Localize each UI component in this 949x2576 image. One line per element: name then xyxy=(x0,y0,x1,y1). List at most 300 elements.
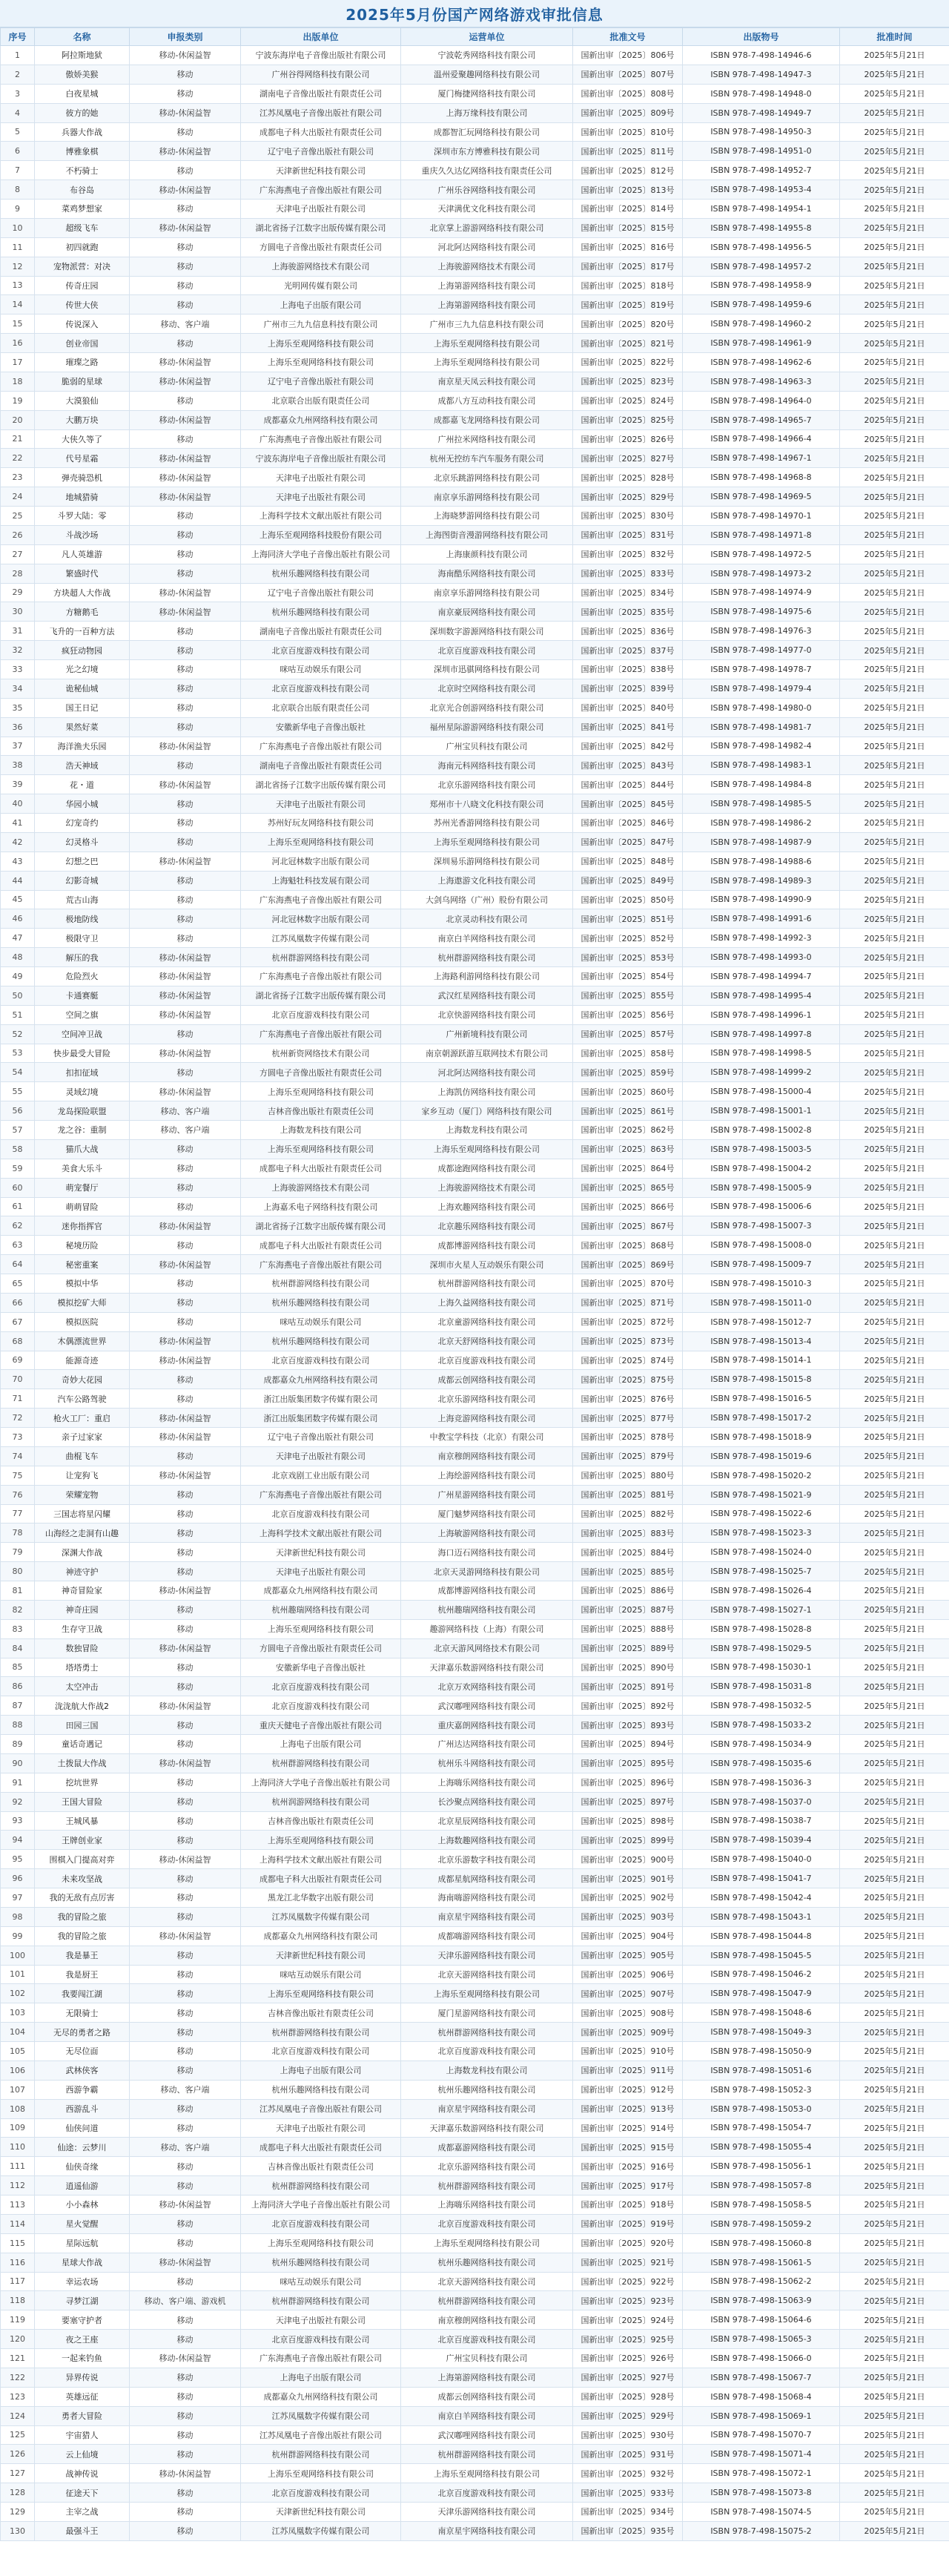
table-row xyxy=(1,1255,949,1274)
cell-index: 108 xyxy=(1,2099,35,2118)
table-row xyxy=(1,2464,949,2483)
cell-category: 移动 xyxy=(130,334,241,353)
cell-game-name: 不朽骑士 xyxy=(35,161,130,180)
cell-publisher: 杭州乐趣网络科技有限公司 xyxy=(241,2080,401,2099)
table-row xyxy=(1,2483,949,2503)
cell-publisher: 北京百度游戏科技有限公司 xyxy=(241,1696,401,1716)
cell-publisher: 杭州群游网络科技有限公司 xyxy=(241,948,401,967)
cell-approval-date: 2025年5月21日 xyxy=(840,2003,949,2023)
cell-game-name: 空间冲卫战 xyxy=(35,1024,130,1044)
table-row xyxy=(1,967,949,986)
table-row xyxy=(1,2176,949,2195)
cell-game-name: 龙之谷：重制 xyxy=(35,1121,130,1140)
cell-operator: 北京乐游数字科技有限公司 xyxy=(401,1850,573,1869)
cell-operator: 上海骏游网络技术有限公司 xyxy=(401,1178,573,1197)
cell-publisher: 天津电子出版社有限公司 xyxy=(241,2118,401,2138)
cell-isbn: ISBN 978-7-498-14995-4 xyxy=(683,986,840,1005)
cell-operator: 中教宝学科技（北京）有限公司 xyxy=(401,1428,573,1447)
cell-index: 38 xyxy=(1,756,35,775)
cell-isbn: ISBN 978-7-498-14969-5 xyxy=(683,487,840,507)
cell-index: 26 xyxy=(1,525,35,544)
cell-category: 移动-休闲益智 xyxy=(130,602,241,622)
cell-isbn: ISBN 978-7-498-14959-6 xyxy=(683,295,840,314)
cell-isbn: ISBN 978-7-498-14960-2 xyxy=(683,314,840,334)
cell-index: 27 xyxy=(1,544,35,564)
cell-isbn: ISBN 978-7-498-15009-7 xyxy=(683,1255,840,1274)
cell-game-name: 方块超人大作战 xyxy=(35,583,130,602)
cell-game-name: 传世大侠 xyxy=(35,295,130,314)
cell-isbn: ISBN 978-7-498-14962-6 xyxy=(683,353,840,372)
cell-operator: 厦门星游网络科技有限公司 xyxy=(401,2003,573,2023)
cell-publisher: 湖北省扬子江数字出版传媒有限公司 xyxy=(241,218,401,237)
table-row xyxy=(1,1428,949,1447)
cell-category: 移动-休闲益智 xyxy=(130,1428,241,1447)
cell-operator: 宁波乾秀网络科技有限公司 xyxy=(401,46,573,65)
cell-game-name: 秘境历险 xyxy=(35,1236,130,1255)
cell-isbn: ISBN 978-7-498-15024-0 xyxy=(683,1543,840,1562)
cell-operator: 深圳市东方博雅科技有限公司 xyxy=(401,142,573,161)
cell-approval-date: 2025年5月21日 xyxy=(840,84,949,103)
cell-index: 63 xyxy=(1,1236,35,1255)
cell-publisher: 成都嘉众九州网络科技有限公司 xyxy=(241,1926,401,1946)
cell-game-name: 土拨鼠大作战 xyxy=(35,1753,130,1773)
cell-publisher: 上海骏游网络技术有限公司 xyxy=(241,257,401,276)
cell-category: 移动-休闲益智 xyxy=(130,986,241,1005)
cell-approval-number: 国新出审〔2025〕877号 xyxy=(573,1409,683,1428)
cell-category: 移动 xyxy=(130,1735,241,1754)
cell-publisher: 北京联合出版有限责任公司 xyxy=(241,391,401,410)
cell-game-name: 模拟挖矿大师 xyxy=(35,1293,130,1312)
cell-approval-number: 国新出审〔2025〕928号 xyxy=(573,2387,683,2406)
cell-operator: 杭州群游网络科技有限公司 xyxy=(401,2291,573,2310)
table-row xyxy=(1,737,949,756)
cell-operator: 上海晓梦游网络科技有限公司 xyxy=(401,507,573,526)
cell-category: 移动 xyxy=(130,1792,241,1811)
cell-publisher: 杭州乐趣网络科技有限公司 xyxy=(241,1331,401,1351)
cell-category: 移动 xyxy=(130,564,241,583)
table-row xyxy=(1,871,949,890)
cell-game-name: 美食大乐斗 xyxy=(35,1159,130,1178)
cell-approval-date: 2025年5月21日 xyxy=(840,1428,949,1447)
table-row xyxy=(1,200,949,219)
table-row xyxy=(1,1389,949,1409)
cell-index: 51 xyxy=(1,1005,35,1024)
cell-approval-number: 国新出审〔2025〕844号 xyxy=(573,775,683,794)
cell-game-name: 王国大冒险 xyxy=(35,1792,130,1811)
table-header xyxy=(1,28,949,46)
cell-approval-date: 2025年5月21日 xyxy=(840,1753,949,1773)
table-row xyxy=(1,2061,949,2080)
table-row xyxy=(1,909,949,929)
cell-isbn: ISBN 978-7-498-15037-0 xyxy=(683,1792,840,1811)
cell-isbn: ISBN 978-7-498-14949-7 xyxy=(683,103,840,122)
cell-category: 移动-休闲益智 xyxy=(130,1255,241,1274)
cell-game-name: 极地防线 xyxy=(35,909,130,929)
cell-category: 移动 xyxy=(130,2118,241,2138)
cell-index: 13 xyxy=(1,276,35,295)
cell-approval-date: 2025年5月21日 xyxy=(840,2176,949,2195)
cell-isbn: ISBN 978-7-498-14961-9 xyxy=(683,334,840,353)
cell-isbn: ISBN 978-7-498-15066-0 xyxy=(683,2349,840,2368)
cell-index: 83 xyxy=(1,1619,35,1638)
cell-operator: 北京星辰网络科技有限公司 xyxy=(401,1811,573,1831)
cell-isbn: ISBN 978-7-498-15065-3 xyxy=(683,2330,840,2349)
cell-category: 移动 xyxy=(130,2176,241,2195)
cell-approval-date: 2025年5月21日 xyxy=(840,1831,949,1850)
cell-index: 124 xyxy=(1,2406,35,2425)
cell-approval-date: 2025年5月21日 xyxy=(840,851,949,871)
column-header-isbn: 出版物号 xyxy=(683,28,840,46)
table-row xyxy=(1,1619,949,1638)
cell-index: 78 xyxy=(1,1523,35,1543)
cell-publisher: 安徽新华电子音像出版社 xyxy=(241,1658,401,1677)
cell-index: 17 xyxy=(1,353,35,372)
cell-approval-date: 2025年5月21日 xyxy=(840,2387,949,2406)
cell-approval-number: 国新出审〔2025〕825号 xyxy=(573,410,683,429)
cell-approval-number: 国新出审〔2025〕855号 xyxy=(573,986,683,1005)
cell-publisher: 成都嘉众九州网络科技有限公司 xyxy=(241,2387,401,2406)
cell-approval-number: 国新出审〔2025〕899号 xyxy=(573,1831,683,1850)
cell-isbn: ISBN 978-7-498-14968-8 xyxy=(683,468,840,487)
table-row xyxy=(1,1850,949,1869)
column-header-approval-date: 批准时间 xyxy=(840,28,949,46)
cell-game-name: 方糖鹅毛 xyxy=(35,602,130,622)
cell-category: 移动-休闲益智 xyxy=(130,142,241,161)
cell-publisher: 上海乐至观网络科技有限公司 xyxy=(241,1831,401,1850)
cell-isbn: ISBN 978-7-498-15059-2 xyxy=(683,2214,840,2233)
cell-approval-date: 2025年5月21日 xyxy=(840,1389,949,1409)
cell-isbn: ISBN 978-7-498-15072-1 xyxy=(683,2464,840,2483)
cell-index: 117 xyxy=(1,2272,35,2291)
cell-approval-number: 国新出审〔2025〕856号 xyxy=(573,1005,683,1024)
cell-publisher: 上海乐至观网络科技有限公司 xyxy=(241,1139,401,1159)
table-row xyxy=(1,46,949,65)
cell-operator: 成都星航网络科技有限公司 xyxy=(401,1869,573,1888)
cell-approval-date: 2025年5月21日 xyxy=(840,353,949,372)
cell-publisher: 广东海燕电子音像出版社有限公司 xyxy=(241,180,401,200)
cell-index: 21 xyxy=(1,429,35,449)
cell-approval-number: 国新出审〔2025〕898号 xyxy=(573,1811,683,1831)
table-row xyxy=(1,2425,949,2445)
table-row xyxy=(1,237,949,257)
cell-category: 移动 xyxy=(130,2368,241,2387)
cell-operator: 上海乐至观网络科技有限公司 xyxy=(401,353,573,372)
cell-index: 3 xyxy=(1,84,35,103)
cell-category: 移动 xyxy=(130,1293,241,1312)
cell-operator: 福州星际游游网络科技有限公司 xyxy=(401,717,573,737)
table-row xyxy=(1,1024,949,1044)
cell-index: 104 xyxy=(1,2023,35,2042)
cell-approval-date: 2025年5月21日 xyxy=(840,909,949,929)
cell-game-name: 空间之旗 xyxy=(35,1005,130,1024)
cell-approval-number: 国新出审〔2025〕894号 xyxy=(573,1735,683,1754)
cell-game-name: 萌宠餐厅 xyxy=(35,1178,130,1197)
cell-category: 移动-休闲益智 xyxy=(130,737,241,756)
cell-operator: 深圳易乐游网络科技有限公司 xyxy=(401,851,573,871)
cell-publisher: 河北冠林数字出版有限公司 xyxy=(241,909,401,929)
cell-category: 移动 xyxy=(130,1907,241,1926)
table-row xyxy=(1,1965,949,1984)
table-row xyxy=(1,218,949,237)
cell-game-name: 星际远航 xyxy=(35,2233,130,2253)
cell-approval-date: 2025年5月21日 xyxy=(840,391,949,410)
cell-operator: 广州宝贝科技有限公司 xyxy=(401,737,573,756)
cell-operator: 南京朝源跃游互联网技术有限公司 xyxy=(401,1044,573,1063)
cell-publisher: 天津电子出版社有限公司 xyxy=(241,794,401,814)
cell-approval-date: 2025年5月21日 xyxy=(840,1255,949,1274)
cell-game-name: 我是暴王 xyxy=(35,1946,130,1965)
cell-isbn: ISBN 978-7-498-14956-5 xyxy=(683,237,840,257)
cell-operator: 郑州市十八晓文化科技有限公司 xyxy=(401,794,573,814)
cell-approval-date: 2025年5月21日 xyxy=(840,372,949,391)
cell-approval-date: 2025年5月21日 xyxy=(840,122,949,142)
cell-operator: 海口迈石网络科技有限公司 xyxy=(401,1543,573,1562)
cell-game-name: 一起来钓鱼 xyxy=(35,2349,130,2368)
cell-approval-number: 国新出审〔2025〕893号 xyxy=(573,1716,683,1735)
cell-approval-date: 2025年5月21日 xyxy=(840,1082,949,1101)
cell-operator: 成都云创网络科技有限公司 xyxy=(401,2387,573,2406)
cell-publisher: 杭州趣瑞网络科技有限公司 xyxy=(241,1600,401,1619)
cell-game-name: 疯狂动物园 xyxy=(35,641,130,660)
cell-category: 移动 xyxy=(130,1159,241,1178)
cell-game-name: 王城风暴 xyxy=(35,1811,130,1831)
cell-isbn: ISBN 978-7-498-15039-4 xyxy=(683,1831,840,1850)
cell-category: 移动-休闲益智 xyxy=(130,103,241,122)
cell-game-name: 博雅象棋 xyxy=(35,142,130,161)
table-row xyxy=(1,84,949,103)
cell-approval-number: 国新出审〔2025〕929号 xyxy=(573,2406,683,2425)
cell-isbn: ISBN 978-7-498-15055-4 xyxy=(683,2138,840,2157)
cell-category: 移动 xyxy=(130,84,241,103)
cell-publisher: 吉林音像出版社有限责任公司 xyxy=(241,1811,401,1831)
table-row xyxy=(1,2253,949,2272)
cell-operator: 杭州乐趣网络科技有限公司 xyxy=(401,2080,573,2099)
cell-isbn: ISBN 978-7-498-14985-5 xyxy=(683,794,840,814)
cell-category: 移动 xyxy=(130,237,241,257)
cell-approval-date: 2025年5月21日 xyxy=(840,200,949,219)
cell-operator: 大剑乌网络（广州）股份有限公司 xyxy=(401,890,573,909)
cell-game-name: 神奇冒险家 xyxy=(35,1581,130,1601)
cell-operator: 北京时空网络科技有限公司 xyxy=(401,679,573,698)
table-row xyxy=(1,2042,949,2061)
cell-isbn: ISBN 978-7-498-15030-1 xyxy=(683,1658,840,1677)
cell-index: 68 xyxy=(1,1331,35,1351)
cell-operator: 成都博游网络科技有限公司 xyxy=(401,1236,573,1255)
cell-category: 移动 xyxy=(130,122,241,142)
cell-approval-number: 国新出审〔2025〕839号 xyxy=(573,679,683,698)
cell-approval-number: 国新出审〔2025〕819号 xyxy=(573,295,683,314)
cell-publisher: 杭州群游网络科技有限公司 xyxy=(241,1274,401,1294)
cell-category: 移动 xyxy=(130,2042,241,2061)
cell-isbn: ISBN 978-7-498-14957-2 xyxy=(683,257,840,276)
cell-approval-date: 2025年5月21日 xyxy=(840,1312,949,1331)
cell-isbn: ISBN 978-7-498-15043-1 xyxy=(683,1907,840,1926)
cell-game-name: 诡秘仙城 xyxy=(35,679,130,698)
cell-approval-date: 2025年5月21日 xyxy=(840,2233,949,2253)
cell-index: 58 xyxy=(1,1139,35,1159)
cell-operator: 北京百度游戏科技有限公司 xyxy=(401,2042,573,2061)
cell-game-name: 浩天神域 xyxy=(35,756,130,775)
cell-game-name: 模拟中华 xyxy=(35,1274,130,1294)
cell-category: 移动 xyxy=(130,1600,241,1619)
cell-approval-date: 2025年5月21日 xyxy=(840,583,949,602)
cell-isbn: ISBN 978-7-498-14971-8 xyxy=(683,525,840,544)
cell-game-name: 童话奇遇记 xyxy=(35,1735,130,1754)
cell-approval-date: 2025年5月21日 xyxy=(840,660,949,679)
cell-operator: 成都途跑网络科技有限公司 xyxy=(401,1159,573,1178)
cell-category: 移动-休闲益智 xyxy=(130,2195,241,2215)
cell-index: 106 xyxy=(1,2061,35,2080)
cell-game-name: 凡人英雄游 xyxy=(35,544,130,564)
table-row xyxy=(1,1562,949,1581)
cell-approval-number: 国新出审〔2025〕837号 xyxy=(573,641,683,660)
cell-publisher: 光明网传媒有限公司 xyxy=(241,276,401,295)
cell-game-name: 无尽位面 xyxy=(35,2042,130,2061)
cell-category: 移动-休闲益智 xyxy=(130,449,241,468)
cell-operator: 广州市三九九信息科技有限公司 xyxy=(401,314,573,334)
cell-index: 88 xyxy=(1,1716,35,1735)
cell-approval-number: 国新出审〔2025〕884号 xyxy=(573,1543,683,1562)
cell-approval-date: 2025年5月21日 xyxy=(840,1735,949,1754)
cell-category: 移动 xyxy=(130,2521,241,2540)
table-row xyxy=(1,1658,949,1677)
cell-publisher: 杭州新资网络技术有限公司 xyxy=(241,1044,401,1063)
cell-category: 移动-休闲益智 xyxy=(130,218,241,237)
cell-approval-date: 2025年5月21日 xyxy=(840,871,949,890)
cell-category: 移动 xyxy=(130,544,241,564)
cell-approval-number: 国新出审〔2025〕870号 xyxy=(573,1274,683,1294)
cell-index: 121 xyxy=(1,2349,35,2368)
cell-index: 73 xyxy=(1,1428,35,1447)
cell-operator: 北京快游网络科技有限公司 xyxy=(401,1005,573,1024)
cell-game-name: 花・道 xyxy=(35,775,130,794)
cell-publisher: 咪咕互动娱乐有限公司 xyxy=(241,660,401,679)
cell-approval-number: 国新出审〔2025〕853号 xyxy=(573,948,683,967)
cell-approval-date: 2025年5月21日 xyxy=(840,2099,949,2118)
table-row xyxy=(1,641,949,660)
cell-publisher: 湖北省扬子江数字出版传媒有限公司 xyxy=(241,1216,401,1236)
cell-category: 移动 xyxy=(130,65,241,84)
cell-isbn: ISBN 978-7-498-15016-5 xyxy=(683,1389,840,1409)
cell-game-name: 飞升的一百种方法 xyxy=(35,622,130,641)
cell-approval-number: 国新出审〔2025〕842号 xyxy=(573,737,683,756)
table-row xyxy=(1,1485,949,1504)
cell-operator: 广州宝贝科技有限公司 xyxy=(401,2349,573,2368)
cell-isbn: ISBN 978-7-498-15045-5 xyxy=(683,1946,840,1965)
cell-category: 移动 xyxy=(130,1946,241,1965)
cell-approval-number: 国新出审〔2025〕913号 xyxy=(573,2099,683,2118)
cell-approval-number: 国新出审〔2025〕836号 xyxy=(573,622,683,641)
cell-approval-number: 国新出审〔2025〕872号 xyxy=(573,1312,683,1331)
cell-category: 移动 xyxy=(130,929,241,948)
cell-operator: 成都嘉游网络科技有限公司 xyxy=(401,2138,573,2157)
cell-category: 移动 xyxy=(130,2233,241,2253)
cell-approval-date: 2025年5月21日 xyxy=(840,602,949,622)
cell-approval-date: 2025年5月21日 xyxy=(840,1409,949,1428)
cell-index: 65 xyxy=(1,1274,35,1294)
cell-publisher: 北京百度游戏科技有限公司 xyxy=(241,1677,401,1696)
cell-approval-date: 2025年5月21日 xyxy=(840,756,949,775)
cell-index: 113 xyxy=(1,2195,35,2215)
cell-approval-date: 2025年5月21日 xyxy=(840,65,949,84)
cell-index: 115 xyxy=(1,2233,35,2253)
cell-category: 移动 xyxy=(130,1236,241,1255)
cell-index: 5 xyxy=(1,122,35,142)
cell-operator: 北京百度游戏科技有限公司 xyxy=(401,2483,573,2503)
cell-operator: 北京天游风网络技术有限公司 xyxy=(401,1638,573,1658)
cell-operator: 北京百度游戏科技有限公司 xyxy=(401,2214,573,2233)
title-bar xyxy=(0,0,949,27)
cell-category: 移动 xyxy=(130,2157,241,2176)
cell-approval-number: 国新出审〔2025〕812号 xyxy=(573,161,683,180)
table-row xyxy=(1,429,949,449)
cell-index: 123 xyxy=(1,2387,35,2406)
cell-operator: 杭州乐斗网络科技有限公司 xyxy=(401,1753,573,1773)
cell-approval-date: 2025年5月21日 xyxy=(840,1926,949,1946)
cell-category: 移动 xyxy=(130,257,241,276)
cell-approval-date: 2025年5月21日 xyxy=(840,276,949,295)
cell-isbn: ISBN 978-7-498-15008-0 xyxy=(683,1236,840,1255)
cell-game-name: 初四就跑 xyxy=(35,237,130,257)
cell-operator: 成都嗨游网络科技有限公司 xyxy=(401,1926,573,1946)
cell-isbn: ISBN 978-7-498-14975-6 xyxy=(683,602,840,622)
cell-isbn: ISBN 978-7-498-14947-3 xyxy=(683,65,840,84)
cell-approval-number: 国新出审〔2025〕843号 xyxy=(573,756,683,775)
cell-operator: 南京穆朗网络科技有限公司 xyxy=(401,2310,573,2330)
cell-operator: 上海乐至观网络科技有限公司 xyxy=(401,2233,573,2253)
cell-category: 移动-休闲益智 xyxy=(130,1005,241,1024)
cell-category: 移动 xyxy=(130,1831,241,1850)
cell-category: 移动-休闲益智 xyxy=(130,353,241,372)
cell-approval-number: 国新出审〔2025〕847号 xyxy=(573,832,683,851)
cell-operator: 上海敏游网络科技有限公司 xyxy=(401,1523,573,1543)
cell-index: 107 xyxy=(1,2080,35,2099)
cell-index: 103 xyxy=(1,2003,35,2023)
cell-approval-date: 2025年5月21日 xyxy=(840,2349,949,2368)
cell-approval-number: 国新出审〔2025〕868号 xyxy=(573,1236,683,1255)
cell-operator: 杭州群游网络科技有限公司 xyxy=(401,2445,573,2464)
cell-game-name: 弹壳骑恐机 xyxy=(35,468,130,487)
cell-approval-date: 2025年5月21日 xyxy=(840,1274,949,1294)
cell-operator: 温州爱聚趣网络科技有限公司 xyxy=(401,65,573,84)
cell-publisher: 上海乐至观网络科技有限公司 xyxy=(241,2233,401,2253)
cell-publisher: 安徽新华电子音像出版社 xyxy=(241,717,401,737)
cell-operator: 天津嘉乐数游网络科技有限公司 xyxy=(401,1658,573,1677)
cell-game-name: 幸运农场 xyxy=(35,2272,130,2291)
cell-operator: 广州新境科技有限公司 xyxy=(401,1024,573,1044)
cell-category: 移动 xyxy=(130,1485,241,1504)
cell-approval-date: 2025年5月21日 xyxy=(840,679,949,698)
table-row xyxy=(1,257,949,276)
cell-category: 移动、客户端、游戏机 xyxy=(130,2291,241,2310)
table-row xyxy=(1,1178,949,1197)
table-row xyxy=(1,1831,949,1850)
cell-approval-number: 国新出审〔2025〕911号 xyxy=(573,2061,683,2080)
cell-publisher: 湖北省扬子江数字出版传媒有限公司 xyxy=(241,775,401,794)
cell-isbn: ISBN 978-7-498-15057-8 xyxy=(683,2176,840,2195)
table-row xyxy=(1,2272,949,2291)
cell-publisher: 北京百度游戏科技有限公司 xyxy=(241,1504,401,1523)
cell-approval-number: 国新出审〔2025〕920号 xyxy=(573,2233,683,2253)
cell-game-name: 武林侠客 xyxy=(35,2061,130,2080)
cell-index: 41 xyxy=(1,814,35,833)
table-row xyxy=(1,564,949,583)
cell-approval-date: 2025年5月21日 xyxy=(840,1005,949,1024)
cell-index: 10 xyxy=(1,218,35,237)
cell-category: 移动-休闲益智 xyxy=(130,775,241,794)
cell-index: 1 xyxy=(1,46,35,65)
cell-index: 34 xyxy=(1,679,35,698)
